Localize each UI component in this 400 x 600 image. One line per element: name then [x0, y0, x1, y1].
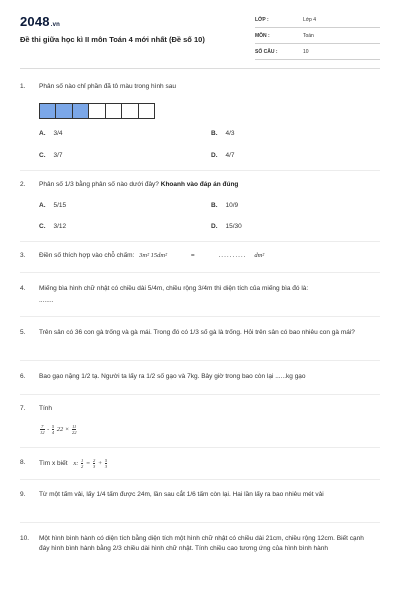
- meta-value: Lớp 4: [303, 17, 317, 23]
- question-text: Một hình bình hành có diện tích bằng diện tích một hình chữ nhật có chiều dài 21cm, chiều rộng 12cm. Biết cạnh đáy hình bình hành bằng 2/3 chiều dài hình chữ nhật. Tính chiều cao tương ứng của hình bình hành: [39, 535, 364, 552]
- question-separator: [20, 522, 380, 523]
- bar-cell-empty: [89, 104, 105, 118]
- bar-cell-empty: [122, 104, 138, 118]
- question-number: 7.: [20, 405, 26, 412]
- meta-value: 10: [303, 49, 309, 55]
- option-d[interactable]: D. 15/30: [211, 223, 242, 230]
- question-number: 4.: [20, 285, 26, 292]
- exam-meta: [255, 14, 380, 62]
- question-number: 6.: [20, 373, 26, 380]
- meta-label: LỚP :: [255, 17, 269, 23]
- question-text: Bao gạo nặng 1/2 tạ. Người ta lấy ra 1/2 số gạo và 7kg. Bây giờ trong bao còn lại ......kg gạo: [39, 373, 306, 380]
- question-text: Từ một tấm vải, lấy 1/4 tấm được 24m, lần sau cắt 1/6 tấm còn lại. Hai lần lấy ra bao nhiêu mét vải: [39, 491, 324, 498]
- question-separator: [20, 272, 380, 273]
- question-text: Miếng bìa hình chữ nhật có chiều dài 5/4m, chiều rộng 3/4m thì diện tích của miếng bìa đó là:: [39, 285, 309, 292]
- math-expression: 3m² 15dm²: [139, 252, 168, 259]
- option-b[interactable]: B. 4/3: [211, 130, 235, 137]
- exam-page: 2048.vn Đề thi giữa học kì II môn Toán 4 mới nhất (Đề số 10) LỚP : Lớp 4 MÔN : Toán SỐ CÂU : 10 1. Phân số nào chỉ phần đã tô màu trong hình sau A. 3/4 B. 4/3 C. 3/7 D. 4/7 2. Phân số 1/3 bằng phân số nào dưới đây? Khoanh vào đáp án đúng A. 5/15 B. 10/9 C. 3/12 D. 15/30 3. Điền số thích hợp vào chỗ chấm: 3m² 15dm² = .......... dm² 4. Miếng bìa hình chữ nhật có chiều dài 5/4m, chiều rộng 3/4m thì diện tích của miếng bìa đó là: ........ 5. Trên sân có 36 con gà trống và gà mái. Trong đó có 1/3 số gà là trống. Hỏi trên sân có bao nhiêu con gà mái? 6. Bao gạo nặng 1/2 tạ. Người ta lấy ra 1/2 số gạo và 7kg. Bây giờ trong bao còn lại ......kg gạo 7. Tính $\frac{7}{12}$ - $\frac{5}{4}$ 22 × $\frac{11}{22}$ 8. Tìm x biết x: $\frac{1}{2}$ = $\frac{2}{3}$ + $\frac{5}{3}$ 9. Từ một tấm vải, lấy 1/4 tấm được 24m, lần sau cắt 1/6 tấm còn lại. Hai lần lấy ra bao nhiêu mét vải 10. Một hình bình hành có diện tích bằng diện tích một hình chữ nhật có chiều dài 21cm, chiều rộng 12cm. Biết cạnh đáy hình bình hành bằng 2/3 chiều dài hình chữ nhật. Tính chiều cao tương ứng của hình bình hành: [0, 0, 400, 600]
- question-number: 1.: [20, 83, 26, 90]
- question-separator: [20, 447, 380, 448]
- header: [20, 14, 380, 60]
- meta-row-subject: [255, 30, 380, 44]
- question-separator: [20, 479, 380, 480]
- question-text: Tìm x biết x: $\frac{1}{2}$ = $\frac{2}{3}$ + $\frac{5}{3}$: [39, 458, 108, 469]
- answer-blank[interactable]: ..........: [218, 252, 247, 259]
- fraction-bar: [39, 103, 155, 119]
- question-separator: [20, 360, 380, 361]
- meta-label: MÔN :: [255, 33, 270, 39]
- bar-cell-empty: [106, 104, 122, 118]
- bar-cell-empty: [139, 104, 154, 118]
- question-text: Tính: [39, 405, 53, 412]
- exam-title: Đề thi giữa học kì II môn Toán 4 mới nhất (Đề số 10): [20, 35, 205, 44]
- question-text: Trên sân có 36 con gà trống và gà mái. Trong đó có 1/3 số gà là trống. Hỏi trên sân có bao nhiêu con gà mái?: [39, 329, 355, 336]
- question-separator: [20, 316, 380, 317]
- header-divider: [20, 68, 380, 69]
- question-number: 9.: [20, 491, 26, 498]
- meta-row-count: [255, 46, 380, 60]
- site-logo[interactable]: 2048.vn: [20, 14, 61, 29]
- option-d[interactable]: D. 4/7: [211, 152, 235, 159]
- meta-row-class: [255, 14, 380, 28]
- unit: dm²: [254, 252, 265, 259]
- question-text: Phân số 1/3 bằng phân số nào dưới đây? Khoanh vào đáp án đúng: [39, 181, 239, 188]
- question-number: 2.: [20, 181, 26, 188]
- option-a[interactable]: A. 5/15: [39, 202, 67, 209]
- option-a[interactable]: A. 3/4: [39, 130, 63, 137]
- question-number: 3.: [20, 252, 26, 259]
- option-c[interactable]: C. 3/7: [39, 152, 63, 159]
- bar-cell-filled: [56, 104, 72, 118]
- option-b[interactable]: B. 10/9: [211, 202, 239, 209]
- option-c[interactable]: C. 3/12: [39, 223, 67, 230]
- question-number: 5.: [20, 329, 26, 336]
- question-separator: [20, 394, 380, 395]
- bar-cell-filled: [40, 104, 56, 118]
- bar-cell-filled: [73, 104, 89, 118]
- question-instruction: Khoanh vào đáp án đúng: [160, 181, 239, 188]
- meta-value: Toán: [303, 33, 314, 39]
- question-number: 10.: [20, 535, 30, 542]
- question-text: Phân số nào chỉ phần đã tô màu trong hình sau: [39, 83, 176, 90]
- math-expression: x: $\frac{1}{2}$ = $\frac{2}{3}$ + $\frac{5}{3}$: [73, 458, 108, 469]
- question-separator: [20, 241, 380, 242]
- equals-sign: =: [190, 252, 195, 259]
- question-text: Điền số thích hợp vào chỗ chấm: 3m² 15dm² = .......... dm²: [39, 252, 265, 259]
- meta-label: SỐ CÂU :: [255, 49, 278, 55]
- question-number: 8.: [20, 459, 26, 466]
- question-separator: [20, 170, 380, 171]
